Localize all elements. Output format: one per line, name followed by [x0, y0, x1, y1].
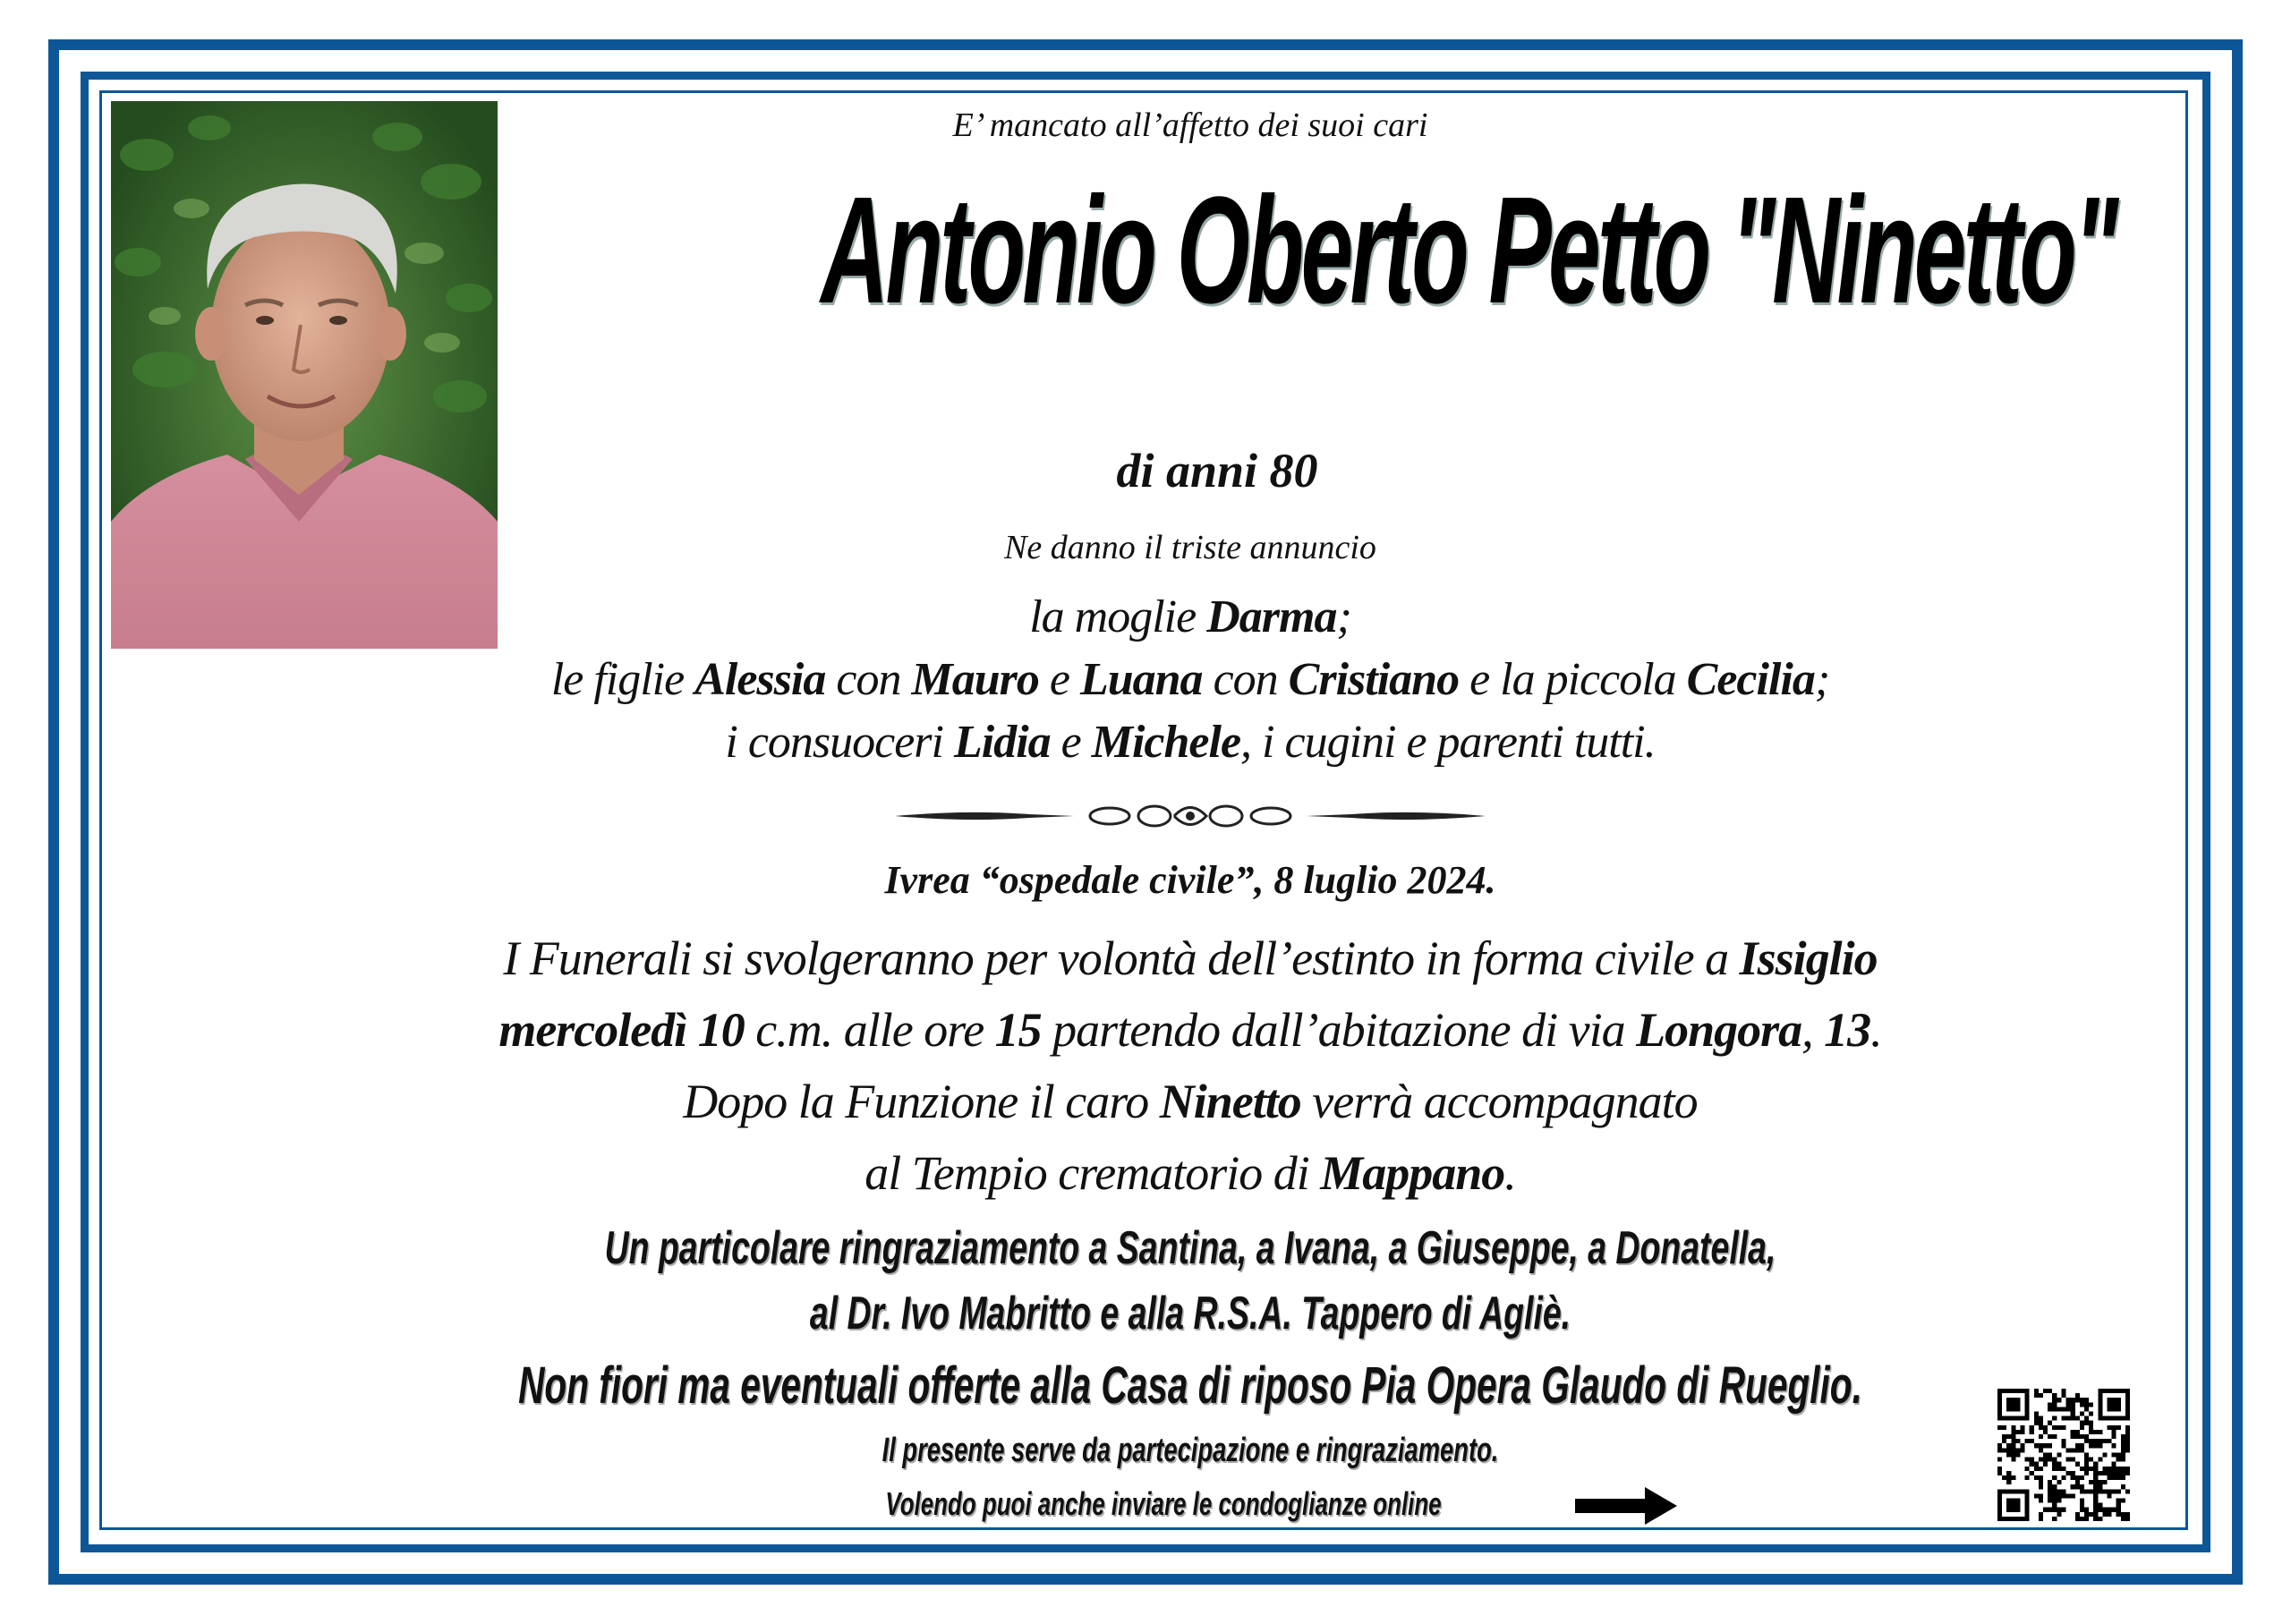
body-text: con [1202, 654, 1289, 705]
body-text: la moglie [1029, 591, 1207, 642]
body-text: I Funerali si svolgeranno per volontà dell’estinto in forma civile a [503, 931, 1740, 985]
lead-text: E’ mancato all’affetto dei suoi cari [952, 106, 1428, 144]
body-text: c.m. alle ore [744, 1003, 995, 1057]
funeral-line [501, 1074, 1879, 1129]
body-text: ; [1814, 654, 1830, 705]
emphasis-text: 13 [1824, 1003, 1871, 1057]
emphasis-text: Cristiano [1288, 654, 1460, 705]
emphasis-text: Cecilia [1686, 654, 1815, 705]
body-text: partendo dall’abitazione di via [1041, 1003, 1637, 1057]
body-text: . [1504, 1146, 1516, 1200]
body-text: con [825, 654, 912, 705]
body-text: . [1870, 1003, 1882, 1057]
emphasis-text: 15 [994, 1003, 1042, 1057]
body-text: , [1801, 1003, 1825, 1057]
emphasis-text: Lidia [953, 717, 1051, 768]
donations-text: Non fiori ma eventuali offerte alla Casa di riposo Pia Opera Glaudo di Rueglio. [518, 1356, 1862, 1415]
emphasis-text: Michele [1091, 717, 1241, 768]
qr-code-icon[interactable] [1997, 1389, 2130, 1521]
deceased-age: di anni 80 [1116, 444, 1318, 497]
body-text: verrà accompagnato [1300, 1075, 1698, 1128]
funeral-line [680, 1145, 1700, 1201]
arrow-right-icon[interactable] [1575, 1484, 1679, 1528]
family-line [716, 591, 1665, 643]
thanks-line: al Dr. Ivo Mabritto e alla R.S.A. Tappero di Agliè. [809, 1288, 1571, 1339]
place-date: Ivrea “ospedale civile”, 8 luglio 2024. [884, 858, 1496, 902]
emphasis-text: Alessia [694, 654, 826, 705]
emphasis-text: mercoledì 10 [498, 1003, 745, 1057]
notice-text: Il presente serve da partecipazione e ringraziamento. [881, 1432, 1499, 1469]
emphasis-text: Luana [1079, 654, 1203, 705]
body-text: le figlie [550, 654, 695, 705]
body-text: e [1050, 717, 1092, 768]
body-text: Dopo la Funzione il caro [683, 1075, 1160, 1128]
emphasis-text: Ninetto [1159, 1075, 1301, 1128]
deceased-name: Antonio Oberto Petto "Ninetto" [821, 166, 2116, 336]
body-text: e la piccola [1459, 654, 1687, 705]
portrait-photo [111, 101, 498, 649]
body-text: al Tempio crematorio di [864, 1146, 1321, 1200]
body-text: i consuoceri [725, 717, 954, 768]
family-line [385, 653, 1996, 706]
body-text: , i cugini e parenti tutti. [1240, 717, 1656, 768]
online-condolences-text: Volendo puoi anche inviare le condoglianze online [885, 1485, 1442, 1522]
emphasis-text: Mappano [1320, 1146, 1505, 1200]
body-text: ; [1336, 591, 1351, 642]
ornament-divider-icon [895, 801, 1486, 831]
emphasis-text: Mauro [911, 654, 1039, 705]
emphasis-text: Darma [1206, 591, 1337, 642]
funeral-line [322, 931, 2058, 986]
announcement-intro: Ne danno il triste annuncio [1004, 529, 1376, 566]
emphasis-text: Longora [1636, 1003, 1802, 1057]
funeral-line [322, 1002, 2058, 1058]
family-line [501, 716, 1879, 769]
emphasis-text: Issiglio [1739, 931, 1878, 985]
thanks-line: Un particolare ringraziamento a Santina, a Ivana, a Giuseppe, a Donatella, [604, 1222, 1776, 1274]
body-text: e [1038, 654, 1080, 705]
